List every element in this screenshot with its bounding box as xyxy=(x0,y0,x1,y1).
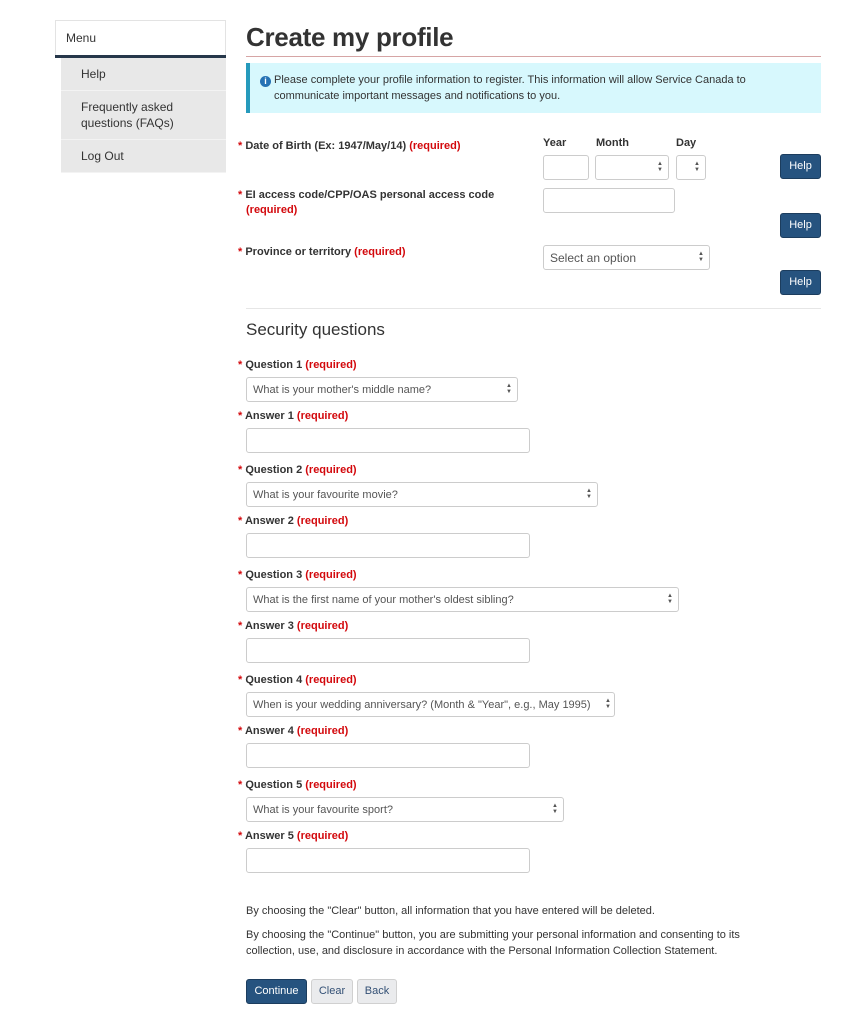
required-tag: (required) xyxy=(305,569,357,581)
select-arrows-icon: ▲ ▼ xyxy=(667,593,673,605)
question-1-label xyxy=(238,358,357,373)
main-content xyxy=(238,0,822,113)
province-help-button[interactable]: Help xyxy=(780,270,821,295)
answer-label-text: Answer 2 xyxy=(244,515,294,527)
required-tag: (required) xyxy=(305,464,357,476)
question-2-selected: What is your favourite movie? xyxy=(253,489,398,501)
province-select[interactable] xyxy=(543,245,710,270)
required-tag: (required) xyxy=(296,410,349,422)
required-tag: (required) xyxy=(409,140,461,152)
select-arrows-icon: ▲ ▼ xyxy=(605,698,611,710)
continue-button[interactable]: Continue xyxy=(246,979,307,1004)
answer-2-input[interactable] xyxy=(246,533,530,558)
required-star: * xyxy=(238,725,243,737)
dob-year-input[interactable] xyxy=(543,155,589,180)
question-3-select[interactable] xyxy=(246,587,679,612)
answer-5-label xyxy=(238,829,348,844)
question-3-selected: What is the first name of your mother's oldest sibling? xyxy=(253,594,514,606)
select-arrows-icon: ▲ ▼ xyxy=(552,803,558,815)
clear-button[interactable]: Clear xyxy=(311,979,353,1004)
required-star: * xyxy=(238,246,243,258)
day-label: Day xyxy=(676,137,697,149)
required-tag: (required) xyxy=(246,204,298,216)
required-star: * xyxy=(238,779,243,791)
required-star: * xyxy=(238,674,243,686)
province-selected-value: Select an option xyxy=(550,251,637,265)
required-tag: (required) xyxy=(296,515,349,527)
question-4-selected: When is your wedding anniversary? (Month & "Year", e.g., May 1995) xyxy=(253,699,591,711)
answer-1-input[interactable] xyxy=(246,428,530,453)
back-button[interactable]: Back xyxy=(357,979,397,1004)
required-tag: (required) xyxy=(296,830,349,842)
question-2-label xyxy=(238,463,357,478)
sidebar-item-faqs[interactable]: Frequently asked questions (FAQs) xyxy=(61,91,226,140)
answer-label-text: Answer 4 xyxy=(244,725,294,737)
province-label-text: Province or territory xyxy=(245,246,352,258)
question-5-label xyxy=(238,778,357,793)
question-label-text: Question 2 xyxy=(245,464,303,476)
question-label-text: Question 4 xyxy=(245,674,303,686)
answer-2-label xyxy=(238,514,348,529)
question-4-select[interactable] xyxy=(246,692,615,717)
page-title: Create my profile xyxy=(246,22,454,52)
menu-list xyxy=(61,58,226,173)
answer-label-text: Answer 5 xyxy=(244,830,294,842)
answer-label-text: Answer 3 xyxy=(244,620,294,632)
dob-day-select[interactable] xyxy=(676,155,706,180)
select-arrows-icon: ▲ ▼ xyxy=(698,251,704,263)
dob-label-text: Date of Birth (Ex: 1947/May/14) xyxy=(245,140,407,152)
question-4-label xyxy=(238,673,357,688)
month-label: Month xyxy=(596,137,629,149)
required-star: * xyxy=(238,620,243,632)
select-arrows-icon: ▲ ▼ xyxy=(657,161,663,173)
access-code-label-text: EI access code/CPP/OAS personal access code xyxy=(245,189,495,201)
required-tag: (required) xyxy=(354,246,406,258)
required-star: * xyxy=(238,140,243,152)
dob-label xyxy=(238,139,461,154)
required-tag: (required) xyxy=(305,359,357,371)
access-code-input[interactable] xyxy=(543,188,675,213)
access-code-label xyxy=(238,188,533,218)
question-label-text: Question 5 xyxy=(245,779,303,791)
question-5-select[interactable] xyxy=(246,797,564,822)
year-label: Year xyxy=(543,137,567,149)
required-tag: (required) xyxy=(296,620,349,632)
dob-help-button[interactable]: Help xyxy=(780,154,821,179)
question-label-text: Question 3 xyxy=(245,569,303,581)
required-star: * xyxy=(238,359,243,371)
required-star: * xyxy=(238,830,243,842)
answer-3-input[interactable] xyxy=(246,638,530,663)
info-text-line2: communicate important messages and notifications to you. xyxy=(274,90,561,102)
required-tag: (required) xyxy=(305,779,357,791)
question-1-selected: What is your mother's middle name? xyxy=(253,384,432,396)
question-3-label xyxy=(238,568,357,583)
answer-label-text: Answer 1 xyxy=(244,410,294,422)
answer-3-label xyxy=(238,619,348,634)
question-label-text: Question 1 xyxy=(245,359,303,371)
security-questions-heading: Security questions xyxy=(246,320,385,339)
required-tag: (required) xyxy=(305,674,357,686)
select-arrows-icon: ▲ ▼ xyxy=(694,161,700,173)
required-tag: (required) xyxy=(296,725,349,737)
answer-4-input[interactable] xyxy=(246,743,530,768)
required-star: * xyxy=(238,464,243,476)
title-rule xyxy=(246,56,821,57)
required-star: * xyxy=(238,515,243,527)
info-alert xyxy=(246,63,821,113)
required-star: * xyxy=(238,189,243,201)
answer-4-label xyxy=(238,724,348,739)
info-circle-icon: i xyxy=(260,76,271,87)
question-5-selected: What is your favourite sport? xyxy=(253,804,394,816)
dob-month-select[interactable] xyxy=(595,155,669,180)
question-1-select[interactable] xyxy=(246,377,518,402)
answer-5-input[interactable] xyxy=(246,848,530,873)
info-text-line1: Please complete your profile information to register. This information will allow Service Canada to xyxy=(274,74,746,86)
menu-heading: Menu xyxy=(55,20,226,55)
sidebar-item-help[interactable]: Help xyxy=(61,58,226,91)
required-star: * xyxy=(238,569,243,581)
select-arrows-icon: ▲ ▼ xyxy=(506,383,512,395)
clear-note: By choosing the "Clear" button, all information that you have entered will be deleted. xyxy=(246,905,655,917)
sidebar-menu xyxy=(55,20,226,173)
section-divider xyxy=(246,308,821,309)
continue-note: By choosing the "Continue" button, you are submitting your personal information and consenting to its collection, use, and disclosure in accordance with the Personal Information Collection Statement. xyxy=(246,929,740,957)
required-star: * xyxy=(238,410,243,422)
access-code-help-button[interactable]: Help xyxy=(780,213,821,238)
question-2-select[interactable] xyxy=(246,482,598,507)
province-label xyxy=(238,245,406,260)
select-arrows-icon: ▲ ▼ xyxy=(586,488,592,500)
answer-1-label xyxy=(238,409,348,424)
sidebar-item-logout[interactable]: Log Out xyxy=(61,140,226,173)
